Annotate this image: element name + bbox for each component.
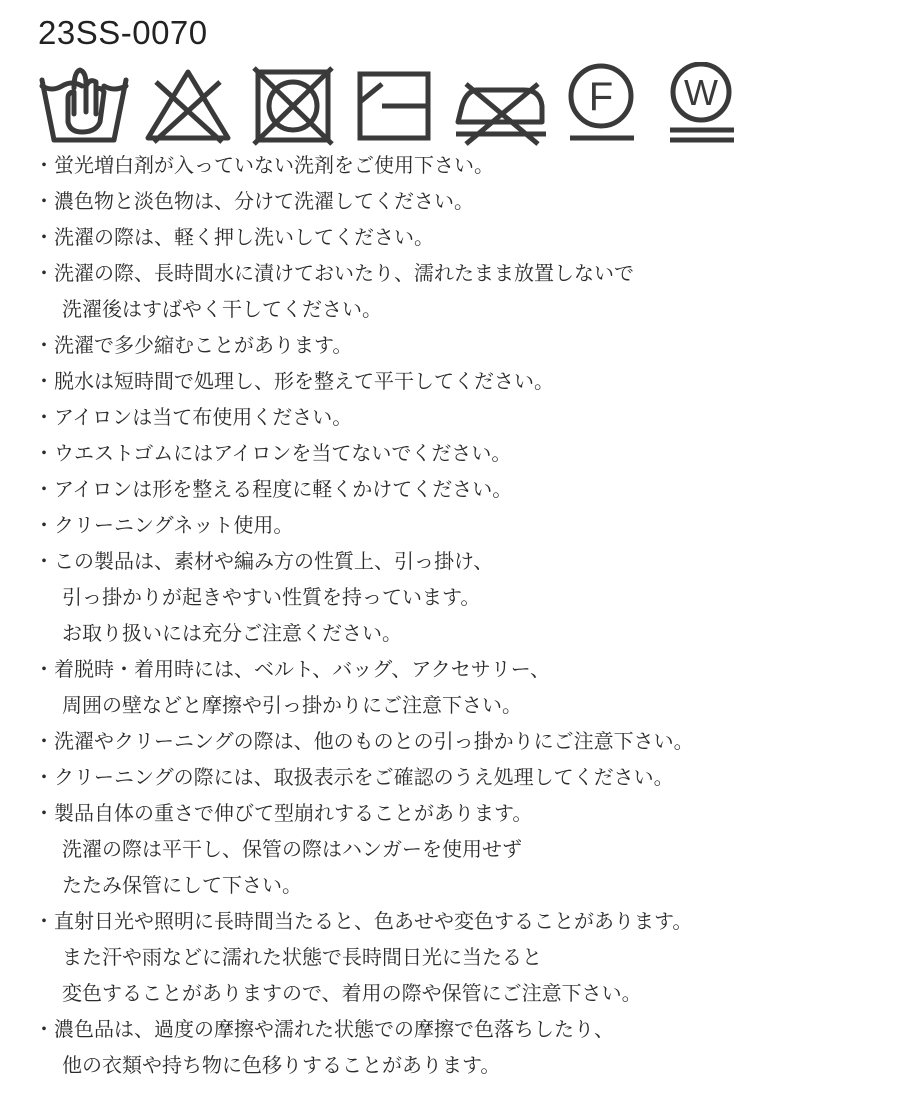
bullet-mark: ・	[34, 261, 54, 285]
care-note-text: ウエストゴムにはアイロンを当てないでください。	[54, 441, 512, 465]
care-note-line	[34, 759, 904, 795]
care-note-text: 製品自体の重さで伸びて型崩れすることがあります。	[54, 801, 533, 825]
care-note-text: たたみ保管にして下さい。	[62, 873, 302, 897]
care-note-text: 変色することがありますので、着用の際や保管にご注意下さい。	[62, 981, 642, 1005]
care-note-line	[34, 255, 904, 291]
care-note-text: また汗や雨などに濡れた状態で長時間日光に当たると	[62, 945, 542, 969]
care-symbols-row	[38, 62, 738, 146]
care-notes-list	[34, 147, 904, 1083]
bullet-mark: ・	[34, 729, 54, 753]
no-tumble-dry-icon	[250, 62, 338, 146]
care-note-line	[34, 327, 904, 363]
care-note-text: 脱水は短時間で処理し、形を整えて平干してください。	[54, 369, 554, 393]
care-note-text: 洗濯の際、長時間水に漬けておいたり、濡れたまま放置しないで	[54, 261, 634, 285]
care-note-line	[34, 471, 904, 507]
care-note-continuation	[34, 939, 904, 975]
care-note	[34, 903, 904, 1011]
care-note	[34, 1011, 904, 1083]
bullet-mark: ・	[34, 441, 54, 465]
care-note-line	[34, 903, 904, 939]
care-note-text: 洗濯の際は平干し、保管の際はハンガーを使用せず	[62, 837, 522, 861]
care-note	[34, 651, 904, 723]
care-note-text: 他の衣類や持ち物に色移りすることがあります。	[62, 1053, 501, 1077]
wet-clean-w-icon	[664, 62, 740, 146]
care-note-text: 濃色物と淡色物は、分けて洗濯してください。	[54, 189, 474, 213]
care-note-line	[34, 147, 904, 183]
care-note-line	[34, 507, 904, 543]
care-note-line	[34, 435, 904, 471]
bullet-mark: ・	[34, 369, 54, 393]
bullet-mark: ・	[34, 549, 54, 573]
bullet-mark: ・	[34, 333, 54, 357]
line-dry-flat-icon	[352, 62, 438, 146]
bullet-mark: ・	[34, 765, 54, 789]
hand-wash-icon	[38, 62, 130, 146]
no-bleach-icon	[142, 62, 234, 146]
care-note-text: アイロンは当て布使用ください。	[54, 405, 353, 429]
care-note-text: 直射日光や照明に長時間当たると、色あせや変色することがあります。	[54, 909, 693, 933]
care-note-line	[34, 651, 904, 687]
care-note-line	[34, 795, 904, 831]
care-note-text: 引っ掛かりが起きやすい性質を持っています。	[62, 585, 481, 609]
care-note	[34, 759, 904, 795]
care-note-continuation	[34, 1047, 904, 1083]
care-note-text: 洗濯やクリーニングの際は、他のものとの引っ掛かりにご注意下さい。	[54, 729, 694, 753]
care-note-text: アイロンは形を整える程度に軽くかけてください。	[54, 477, 513, 501]
care-note	[34, 507, 904, 543]
bullet-mark: ・	[34, 225, 54, 249]
bullet-mark: ・	[34, 801, 54, 825]
care-note	[34, 147, 904, 183]
bullet-mark: ・	[34, 153, 54, 177]
care-note-text: 周囲の壁などと摩擦や引っ掛かりにご注意下さい。	[62, 693, 522, 717]
care-note	[34, 543, 904, 651]
bullet-mark: ・	[34, 477, 54, 501]
care-note-text: 洗濯後はすばやく干してください。	[62, 297, 382, 321]
care-note-continuation	[34, 615, 904, 651]
bullet-mark: ・	[34, 189, 54, 213]
care-note-text: 蛍光増白剤が入っていない洗剤をご使用下さい。	[54, 153, 494, 177]
care-note	[34, 399, 904, 435]
care-note	[34, 255, 904, 327]
care-note-continuation	[34, 579, 904, 615]
low-iron-cloth-icon	[452, 62, 552, 146]
dry-clean-f-icon	[564, 62, 640, 146]
care-note-continuation	[34, 867, 904, 903]
care-note-line	[34, 399, 904, 435]
care-note	[34, 363, 904, 399]
bullet-mark: ・	[34, 513, 54, 537]
care-note-line	[34, 723, 904, 759]
care-note-line	[34, 219, 904, 255]
care-note	[34, 327, 904, 363]
care-note	[34, 723, 904, 759]
care-note	[34, 183, 904, 219]
care-note-text: 濃色品は、過度の摩擦や濡れた状態での摩擦で色落ちしたり、	[54, 1017, 614, 1041]
care-note-line	[34, 543, 904, 579]
care-note-text: この製品は、素材や編み方の性質上、引っ掛け、	[54, 549, 494, 573]
care-note-continuation	[34, 831, 904, 867]
product-code: 23SS-0070	[38, 14, 208, 51]
care-note	[34, 435, 904, 471]
care-note-continuation	[34, 687, 904, 723]
bullet-mark: ・	[34, 657, 54, 681]
care-note-text: クリーニングネット使用。	[54, 513, 294, 537]
care-note	[34, 219, 904, 255]
dry-clean-letter: F	[588, 75, 614, 119]
care-note-continuation	[34, 975, 904, 1011]
care-note	[34, 471, 904, 507]
care-note-line	[34, 183, 904, 219]
care-note-text: 着脱時・着用時には、ベルト、バッグ、アクセサリー、	[54, 657, 550, 681]
care-note-line	[34, 363, 904, 399]
care-note-text: 洗濯の際は、軽く押し洗いしてください。	[54, 225, 434, 249]
care-note-continuation	[34, 291, 904, 327]
care-note	[34, 795, 904, 903]
bullet-mark: ・	[34, 405, 54, 429]
bullet-mark: ・	[34, 1017, 54, 1041]
wet-clean-letter: W	[684, 72, 718, 113]
care-note-text: クリーニングの際には、取扱表示をご確認のうえ処理してください。	[54, 765, 674, 789]
care-note-text: お取り扱いには充分ご注意ください。	[62, 621, 402, 645]
care-note-text: 洗濯で多少縮むことがあります。	[54, 333, 353, 357]
care-note-line	[34, 1011, 904, 1047]
bullet-mark: ・	[34, 909, 54, 933]
